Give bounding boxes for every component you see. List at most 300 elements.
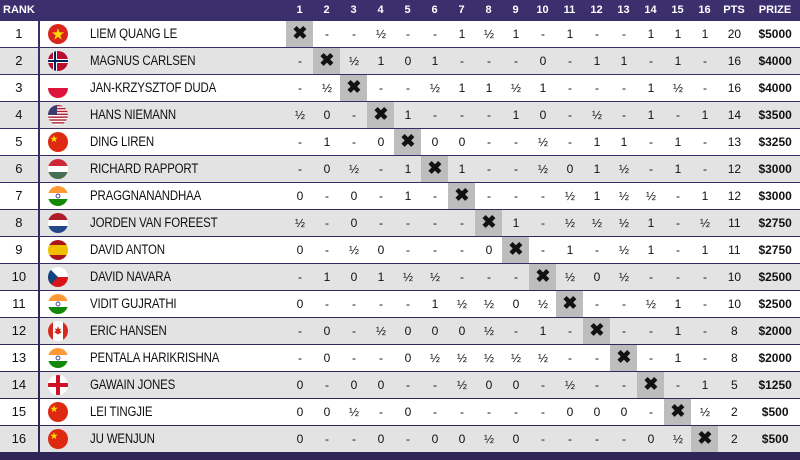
result-cell: 0 (448, 426, 475, 452)
result-cell: - (313, 291, 340, 317)
result-cell: - (556, 75, 583, 101)
result-cell: 1 (664, 156, 691, 182)
country-flag-icon (48, 105, 68, 125)
result-cell: - (367, 210, 394, 236)
table-row (0, 372, 800, 398)
result-cell: - (313, 183, 340, 209)
result-cell: 1 (610, 48, 637, 74)
result-cell: - (637, 318, 664, 344)
player-info (40, 21, 287, 47)
result-cell: - (475, 399, 502, 425)
self-cross-cell: ✖ (556, 291, 583, 317)
result-cell: - (286, 318, 313, 344)
player-name: DAVID NAVARA (89, 269, 171, 285)
result-cell: ½ (610, 183, 637, 209)
round-header-12: 12 (590, 4, 603, 16)
result-cell: ½ (637, 183, 664, 209)
result-cell: 0 (286, 237, 313, 263)
round-header-3: 3 (350, 4, 357, 16)
self-cross-cell: ✖ (421, 156, 448, 182)
result-cell: 1 (664, 21, 691, 47)
result-cell: - (421, 102, 448, 128)
player-info (40, 399, 287, 425)
result-cell: 0 (448, 129, 475, 155)
table-row (0, 426, 800, 452)
result-cell: ½ (691, 210, 718, 236)
result-cell: 0 (502, 426, 529, 452)
rank-cell: 9 (0, 237, 38, 263)
result-cell: - (664, 183, 691, 209)
result-cell: 1 (556, 237, 583, 263)
round-header-8: 8 (485, 4, 492, 16)
result-cell: - (610, 426, 637, 452)
result-cell: ½ (556, 372, 583, 398)
result-cell: - (475, 48, 502, 74)
player-name: PENTALA HARIKRISHNA (89, 350, 219, 366)
result-cell: - (421, 210, 448, 236)
result-cell: ½ (475, 345, 502, 371)
result-cell: ½ (448, 372, 475, 398)
result-cell: 1 (502, 102, 529, 128)
rank-cell: 10 (0, 264, 38, 290)
points-cell: 8 (718, 318, 750, 344)
country-flag-icon (48, 78, 68, 98)
result-cell: - (610, 291, 637, 317)
rank-cell: 13 (0, 345, 38, 371)
result-cell: ½ (502, 75, 529, 101)
table-row (0, 399, 800, 425)
result-cell: 1 (583, 183, 610, 209)
points-cell: 13 (718, 129, 750, 155)
rank-cell: 16 (0, 426, 38, 452)
result-cell: ½ (367, 21, 394, 47)
result-cell: 1 (421, 48, 448, 74)
prize-cell: $2500 (750, 291, 800, 317)
result-cell: - (691, 156, 718, 182)
round-header-5: 5 (404, 4, 411, 16)
result-cell: ½ (556, 183, 583, 209)
result-cell: 0 (367, 129, 394, 155)
points-cell: 8 (718, 345, 750, 371)
result-cell: 1 (664, 291, 691, 317)
result-cell: - (691, 129, 718, 155)
prize-cell: $3250 (750, 129, 800, 155)
result-cell: 0 (556, 156, 583, 182)
round-header-4: 4 (377, 4, 384, 16)
result-cell: 1 (637, 21, 664, 47)
result-cell: 0 (313, 399, 340, 425)
table-row (0, 129, 800, 155)
result-cell: ½ (421, 345, 448, 371)
result-cell: 0 (286, 426, 313, 452)
result-cell: 1 (610, 129, 637, 155)
points-cell: 12 (718, 156, 750, 182)
prize-cell: $3000 (750, 156, 800, 182)
result-cell: - (637, 129, 664, 155)
result-cell: 1 (475, 75, 502, 101)
result-cell: ½ (448, 345, 475, 371)
result-cell: - (286, 156, 313, 182)
player-info (40, 156, 287, 182)
result-cell: - (610, 318, 637, 344)
result-cell: - (529, 237, 556, 263)
prize-cell: $1250 (750, 372, 800, 398)
result-cell: - (664, 264, 691, 290)
result-cell: 0 (340, 264, 367, 290)
country-flag-icon (48, 186, 68, 206)
standings-rows (0, 21, 800, 453)
player-info (40, 426, 287, 452)
result-cell: - (475, 102, 502, 128)
result-cell: 0 (313, 345, 340, 371)
player-name: JAN-KRZYSZTOF DUDA (89, 80, 216, 96)
table-row (0, 237, 800, 263)
result-cell: - (529, 372, 556, 398)
table-header (0, 0, 800, 20)
result-cell: ½ (529, 345, 556, 371)
table-row (0, 183, 800, 209)
result-cell: - (691, 291, 718, 317)
player-name: JU WENJUN (89, 431, 155, 447)
result-cell: 1 (394, 183, 421, 209)
result-cell: 0 (313, 156, 340, 182)
self-cross-cell: ✖ (340, 75, 367, 101)
result-cell: - (340, 129, 367, 155)
result-cell: - (583, 21, 610, 47)
result-cell: ½ (556, 264, 583, 290)
result-cell: ½ (313, 75, 340, 101)
prize-cell: $2000 (750, 345, 800, 371)
result-cell: 0 (286, 183, 313, 209)
result-cell: - (529, 210, 556, 236)
result-cell: - (367, 399, 394, 425)
result-cell: - (340, 318, 367, 344)
result-cell: - (583, 372, 610, 398)
result-cell: - (394, 21, 421, 47)
prize-cell: $3000 (750, 183, 800, 209)
result-cell: - (691, 75, 718, 101)
result-cell: - (664, 210, 691, 236)
round-header-2: 2 (323, 4, 330, 16)
player-info (40, 291, 287, 317)
player-info (40, 237, 287, 263)
result-cell: ½ (475, 21, 502, 47)
result-cell: 0 (583, 264, 610, 290)
player-name: ERIC HANSEN (89, 323, 167, 339)
player-info (40, 183, 287, 209)
result-cell: - (583, 291, 610, 317)
result-cell: ½ (394, 264, 421, 290)
player-info (40, 264, 287, 290)
self-cross-cell: ✖ (367, 102, 394, 128)
result-cell: 0 (286, 372, 313, 398)
result-cell: 0 (421, 318, 448, 344)
result-cell: - (691, 264, 718, 290)
country-flag-icon (48, 348, 68, 368)
player-name: DAVID ANTON (89, 242, 165, 258)
result-cell: 1 (691, 102, 718, 128)
player-name: JORDEN VAN FOREEST (89, 215, 218, 231)
result-cell: 0 (340, 183, 367, 209)
result-cell: 0 (340, 372, 367, 398)
result-cell: - (421, 237, 448, 263)
points-cell: 2 (718, 399, 750, 425)
table-row (0, 291, 800, 317)
result-cell: 1 (637, 210, 664, 236)
result-cell: - (394, 75, 421, 101)
rank-cell: 15 (0, 399, 38, 425)
result-cell: - (637, 345, 664, 371)
table-row (0, 264, 800, 290)
result-cell: - (286, 75, 313, 101)
points-cell: 16 (718, 48, 750, 74)
country-flag-icon (48, 159, 68, 179)
result-cell: - (664, 102, 691, 128)
result-cell: 1 (367, 264, 394, 290)
result-cell: 0 (529, 48, 556, 74)
result-cell: ½ (610, 237, 637, 263)
result-cell: - (313, 372, 340, 398)
result-cell: 0 (367, 426, 394, 452)
result-cell: ½ (502, 345, 529, 371)
rank-cell: 3 (0, 75, 38, 101)
round-header-11: 11 (563, 4, 576, 16)
result-cell: - (556, 102, 583, 128)
result-cell: - (610, 372, 637, 398)
country-flag-icon (48, 213, 68, 233)
result-cell: ½ (637, 291, 664, 317)
result-cell: 0 (394, 345, 421, 371)
result-cell: - (637, 264, 664, 290)
result-cell: - (502, 264, 529, 290)
result-cell: - (502, 156, 529, 182)
result-cell: - (394, 237, 421, 263)
prize-cell: $2750 (750, 237, 800, 263)
result-cell: ½ (583, 102, 610, 128)
result-cell: 1 (529, 318, 556, 344)
result-cell: ½ (556, 210, 583, 236)
result-cell: - (556, 345, 583, 371)
result-cell: - (448, 210, 475, 236)
result-cell: - (502, 399, 529, 425)
player-name: LIEM QUANG LE (89, 26, 177, 42)
result-cell: - (502, 318, 529, 344)
result-cell: - (286, 345, 313, 371)
result-cell: 1 (529, 75, 556, 101)
result-cell: - (340, 291, 367, 317)
country-flag-icon (48, 267, 68, 287)
result-cell: 1 (664, 48, 691, 74)
country-flag-icon (48, 24, 68, 44)
round-header-6: 6 (431, 4, 438, 16)
result-cell: - (448, 48, 475, 74)
result-cell: 0 (502, 372, 529, 398)
result-cell: 1 (583, 156, 610, 182)
result-cell: 1 (421, 291, 448, 317)
table-row (0, 318, 800, 344)
result-cell: 0 (421, 129, 448, 155)
rank-cell: 6 (0, 156, 38, 182)
points-cell: 20 (718, 21, 750, 47)
points-cell: 16 (718, 75, 750, 101)
result-cell: - (583, 345, 610, 371)
self-cross-cell: ✖ (313, 48, 340, 74)
country-flag-icon (48, 402, 68, 422)
result-cell: ½ (475, 426, 502, 452)
result-cell: 0 (286, 291, 313, 317)
result-cell: ½ (691, 399, 718, 425)
table-row (0, 210, 800, 236)
result-cell: - (421, 21, 448, 47)
result-cell: 1 (691, 21, 718, 47)
rank-cell: 11 (0, 291, 38, 317)
result-cell: 1 (448, 21, 475, 47)
result-cell: - (313, 426, 340, 452)
rank-header: RANK (3, 4, 35, 16)
result-cell: - (610, 21, 637, 47)
rank-cell: 8 (0, 210, 38, 236)
result-cell: - (394, 426, 421, 452)
player-name: DING LIREN (89, 134, 154, 150)
result-cell: ½ (610, 210, 637, 236)
result-cell: - (637, 156, 664, 182)
result-cell: - (664, 237, 691, 263)
pts-header: PTS (723, 4, 745, 16)
result-cell: 0 (502, 291, 529, 317)
player-name: LEI TINGJIE (89, 404, 153, 420)
player-info (40, 345, 287, 371)
result-cell: - (367, 156, 394, 182)
player-name: VIDIT GUJRATHI (89, 296, 177, 312)
result-cell: 1 (583, 48, 610, 74)
result-cell: 0 (475, 237, 502, 263)
player-info (40, 75, 287, 101)
result-cell: - (394, 372, 421, 398)
result-cell: ½ (610, 156, 637, 182)
round-header-1: 1 (296, 4, 303, 16)
result-cell: 1 (691, 237, 718, 263)
player-info (40, 102, 287, 128)
result-cell: ½ (448, 291, 475, 317)
result-cell: 0 (475, 372, 502, 398)
prize-cell: $4000 (750, 75, 800, 101)
result-cell: 0 (556, 399, 583, 425)
result-cell: - (367, 75, 394, 101)
points-cell: 11 (718, 237, 750, 263)
result-cell: - (475, 264, 502, 290)
round-header-13: 13 (617, 4, 630, 16)
self-cross-cell: ✖ (637, 372, 664, 398)
result-cell: 0 (367, 237, 394, 263)
result-cell: ½ (475, 318, 502, 344)
result-cell: 1 (502, 210, 529, 236)
result-cell: 0 (340, 210, 367, 236)
result-cell: - (448, 102, 475, 128)
result-cell: 0 (610, 399, 637, 425)
result-cell: 1 (394, 102, 421, 128)
country-flag-icon (48, 429, 68, 449)
player-name: MAGNUS CARLSEN (89, 53, 196, 69)
result-cell: - (340, 426, 367, 452)
result-cell: 1 (448, 75, 475, 101)
table-row (0, 102, 800, 128)
result-cell: ½ (340, 156, 367, 182)
prize-header: PRIZE (758, 4, 792, 16)
round-header-10: 10 (536, 4, 549, 16)
country-flag-icon (48, 375, 68, 395)
result-cell: 0 (394, 318, 421, 344)
country-flag-icon (48, 321, 68, 341)
result-cell: ½ (664, 75, 691, 101)
country-flag-icon (48, 132, 68, 152)
result-cell: - (367, 291, 394, 317)
result-cell: - (448, 237, 475, 263)
result-cell: - (448, 264, 475, 290)
result-cell: - (583, 237, 610, 263)
result-cell: 0 (394, 48, 421, 74)
self-cross-cell: ✖ (448, 183, 475, 209)
result-cell: 1 (637, 102, 664, 128)
result-cell: ½ (529, 129, 556, 155)
result-cell: ½ (583, 210, 610, 236)
prize-cell: $5000 (750, 21, 800, 47)
result-cell: 1 (691, 183, 718, 209)
player-name: RICHARD RAPPORT (89, 161, 198, 177)
rank-cell: 7 (0, 183, 38, 209)
result-cell: ½ (286, 102, 313, 128)
result-cell: - (367, 183, 394, 209)
rank-cell: 2 (0, 48, 38, 74)
table-row (0, 75, 800, 101)
self-cross-cell: ✖ (286, 21, 313, 47)
result-cell: 1 (448, 156, 475, 182)
prize-cell: $4000 (750, 48, 800, 74)
result-cell: 1 (394, 156, 421, 182)
points-cell: 11 (718, 210, 750, 236)
rank-cell: 5 (0, 129, 38, 155)
result-cell: - (313, 237, 340, 263)
result-cell: ½ (340, 48, 367, 74)
result-cell: ½ (421, 75, 448, 101)
result-cell: - (610, 102, 637, 128)
result-cell: - (529, 183, 556, 209)
result-cell: 0 (583, 399, 610, 425)
table-row (0, 345, 800, 371)
table-row (0, 48, 800, 74)
result-cell: - (556, 426, 583, 452)
result-cell: - (475, 129, 502, 155)
result-cell: 1 (502, 21, 529, 47)
self-cross-cell: ✖ (691, 426, 718, 452)
self-cross-cell: ✖ (529, 264, 556, 290)
self-cross-cell: ✖ (475, 210, 502, 236)
result-cell: 1 (583, 129, 610, 155)
result-cell: - (394, 291, 421, 317)
result-cell: 0 (313, 102, 340, 128)
table-row (0, 156, 800, 182)
self-cross-cell: ✖ (610, 345, 637, 371)
prize-cell: $2750 (750, 210, 800, 236)
result-cell: - (313, 21, 340, 47)
result-cell: 0 (637, 426, 664, 452)
result-cell: - (340, 102, 367, 128)
player-info (40, 372, 287, 398)
rank-cell: 1 (0, 21, 38, 47)
result-cell: - (664, 372, 691, 398)
result-cell: 1 (637, 237, 664, 263)
result-cell: - (556, 318, 583, 344)
result-cell: 1 (691, 372, 718, 398)
